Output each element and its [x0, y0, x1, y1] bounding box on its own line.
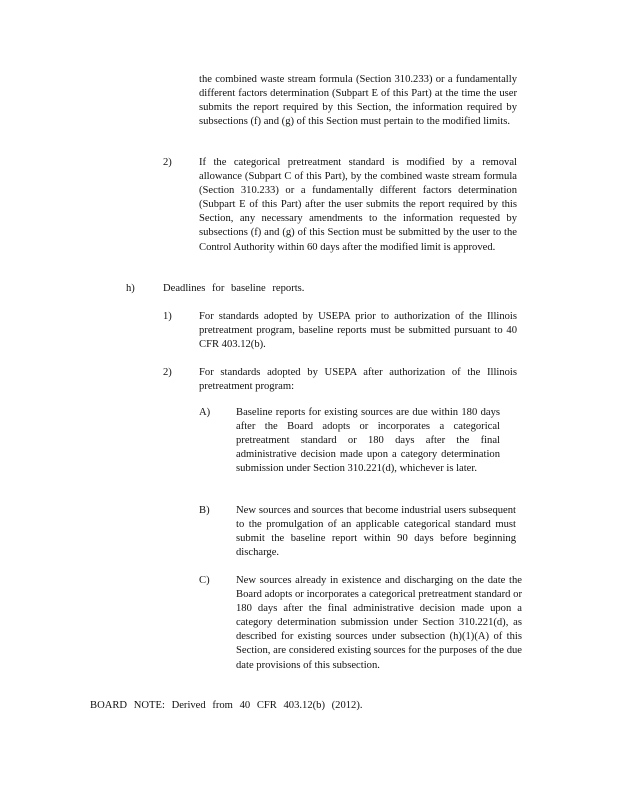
item-g2-paragraph [199, 156, 517, 255]
item-h2B-text: New sources and sources that become industrial users subsequent to the promulgation of an applicable categorical standard must submit the baseline report within 90 days before beginning discharge. [236, 505, 516, 559]
item-h-heading: Deadlines for baseline reports. [163, 283, 305, 294]
item-h-marker: h) [126, 283, 135, 294]
item-h2-text: For standards adopted by USEPA after authorization of the Illinois pretreatment program: [199, 367, 517, 393]
item-h2A-text: Baseline reports for existing sources are due within 180 days after the Board adopts or incorporates a categorical pretreatment standard or 180 days after the final administrative decision made upon a category determination submission under Section 310.221(d), whichever is later. [236, 407, 500, 475]
item-h1-paragraph [199, 310, 517, 352]
board-note: BOARD NOTE: Derived from 40 CFR 403.12(b) (2012). [90, 700, 363, 711]
continuation-paragraph [199, 73, 517, 129]
item-h2-marker: 2) [163, 367, 172, 378]
item-h2C-paragraph [236, 574, 522, 673]
item-h2A-paragraph [236, 406, 500, 476]
item-h2A-marker: A) [199, 407, 211, 418]
item-h2C-text: New sources already in existence and discharging on the date the Board adopts or incorporates a categorical pretreatment standard or 180 days after the final administrative decision made upon a category determination submission under Section 310.221(d), as described for existing sources under subsection (h)(1)(A) of this Section, are considered existing sources for the purposes of the due date provisions of this subsection. [236, 575, 522, 671]
item-g2-text: If the categorical pretreatment standard is modified by a removal allowance (Subpart C of this Part), by the combined waste stream formula (Section 310.233) or a fundamentally different factors determination (Subpart E of this Part) after the user submits the report required by this Section, any necessary amendments to the information requested by subsections (f) and (g) of this Section must be submitted by the user to the Control Authority within 60 days after the modified limit is approved. [199, 157, 517, 253]
item-g2-marker: 2) [163, 157, 172, 168]
item-h2C-marker: C) [199, 575, 210, 586]
item-h2B-paragraph [236, 504, 516, 560]
item-h1-text: For standards adopted by USEPA prior to authorization of the Illinois pretreatment program, baseline reports must be submitted pursuant to 40 CFR 403.12(b). [199, 311, 517, 351]
continuation-text: the combined waste stream formula (Section 310.233) or a fundamentally different factors determination (Subpart E of this Part) at the time the user submits the report required by this Section, the information required by subsections (f) and (g) of this Section must pertain to the modified limits. [199, 74, 517, 128]
item-h2B-marker: B) [199, 505, 210, 516]
item-h2-paragraph [199, 366, 517, 394]
item-h1-marker: 1) [163, 311, 172, 322]
